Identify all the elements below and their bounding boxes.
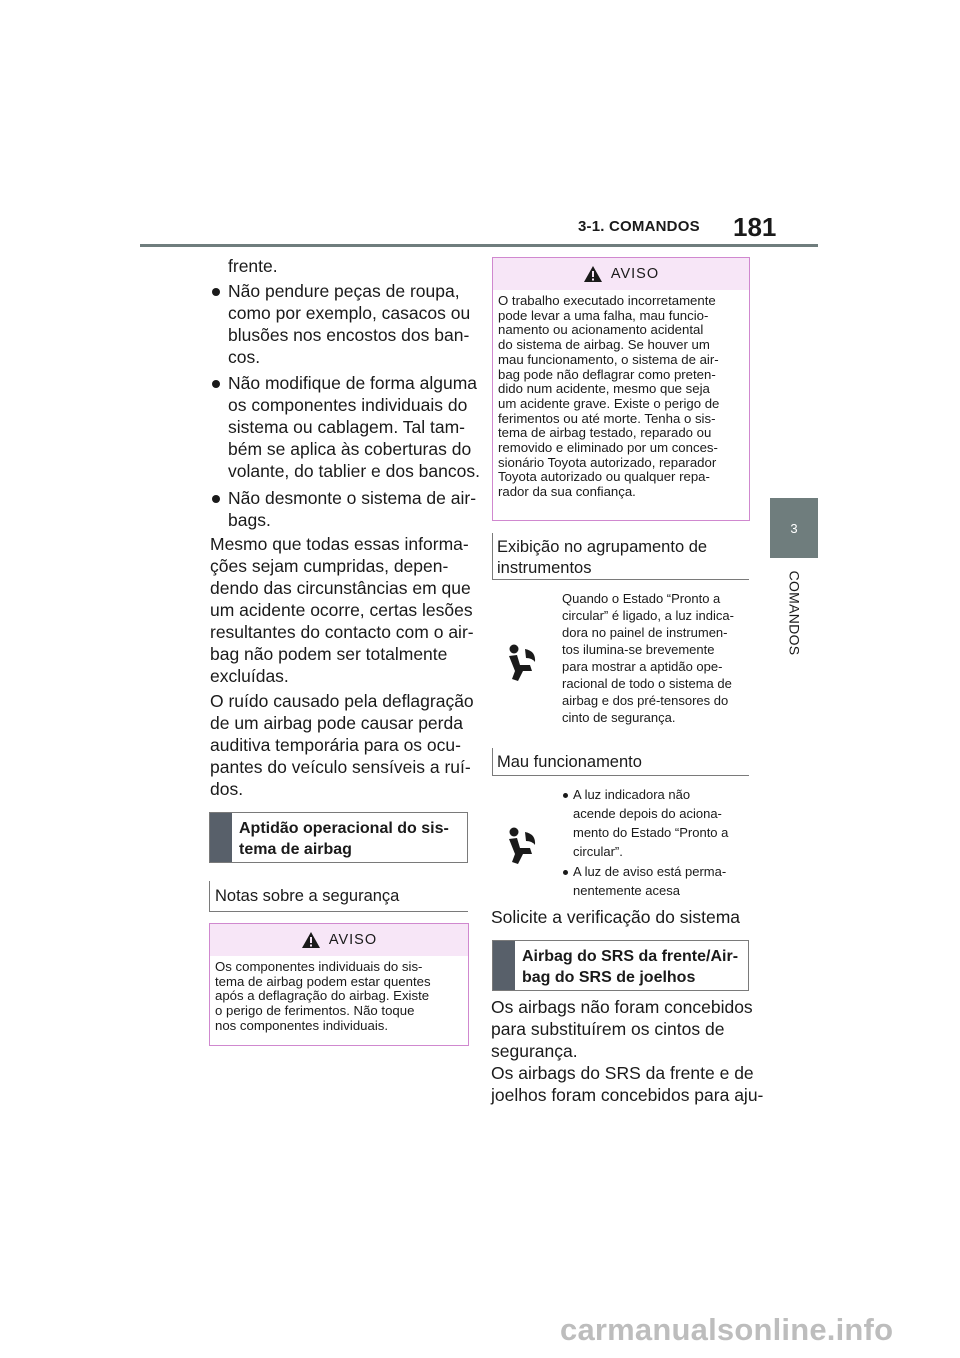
warning-line: ferimentos ou até morte. Tenha o sis- [498, 410, 716, 426]
paragraph-line: segurança. [491, 1041, 578, 1061]
bullet-line: acende depois do aciona- [573, 806, 722, 821]
chapter-tab-number: 3 [770, 498, 818, 558]
bullet-item [573, 785, 728, 861]
heading-line: Airbag do SRS da frente/Air- [522, 948, 739, 965]
bullet-line: volante, do tablier e dos bancos. [228, 461, 480, 481]
section-heading-bar [210, 813, 232, 862]
bullet-dot [563, 793, 568, 798]
subheading-rule [209, 911, 468, 912]
paragraph-line: pantes do veículo sensíveis a ruí- [210, 757, 471, 777]
header-rule [140, 244, 818, 247]
bullet-line: bém se aplica às coberturas do [228, 439, 472, 459]
bullet-line: Não pendure peças de roupa, [228, 281, 460, 301]
indicator-line: circular” é ligado, a luz indica- [562, 608, 734, 623]
warning-header [210, 924, 468, 956]
paragraph-line: Os airbags do SRS da frente e de [491, 1063, 754, 1083]
subheading-line: instrumentos [497, 559, 592, 577]
subheading [497, 537, 707, 579]
subheading-bar [492, 748, 493, 776]
airbag-warning-icon [506, 643, 540, 683]
bullet-item [228, 372, 480, 482]
paragraph-line: dendo das circunstâncias em que [210, 578, 471, 598]
warning-line: nos componentes individuais. [215, 1017, 389, 1033]
warning-text [210, 956, 468, 1034]
paragraph [210, 533, 474, 687]
bullet-line: circular”. [573, 844, 623, 859]
bullet-item [228, 280, 470, 368]
subheading: Notas sobre a segurança [215, 887, 400, 905]
indicator-line: tos ilumina-se brevemente [562, 642, 715, 657]
paragraph-line: joelhos foram concebidos para aju- [491, 1085, 764, 1105]
paragraph-line: excluídas. [210, 666, 289, 686]
section-heading-text [515, 941, 746, 990]
bullet-line: Não desmonte o sistema de air- [228, 488, 477, 508]
indicator-line: dora no painel de instrumen- [562, 625, 728, 640]
warning-line: removido e eliminado por um conces- [498, 440, 718, 456]
bullet-line: cos. [228, 347, 261, 367]
bullet-dot [212, 380, 220, 388]
warning-line: tema de airbag podem estar quentes [215, 973, 431, 989]
warning-line: dido num acidente, mesmo que seja [498, 381, 710, 397]
warning-triangle-icon [583, 265, 603, 283]
subheading-rule [492, 775, 749, 776]
bullet-line: nentemente acesa [573, 883, 680, 898]
paragraph-line: um acidente ocorre, certas lesões [210, 600, 473, 620]
continued-text: frente. [228, 256, 278, 276]
warning-line: rador da sua confiança. [498, 484, 636, 500]
paragraph-line: Os airbags não foram concebidos [491, 997, 753, 1017]
warning-line: Toyota autorizado ou qualquer repa- [498, 469, 710, 485]
paragraph-line: O ruído causado pela deflagração [210, 691, 474, 711]
warning-line: O trabalho executado incorretamente [498, 293, 716, 308]
paragraph [491, 996, 763, 1106]
section-heading [209, 812, 468, 863]
indicator-line: airbag e dos pré-tensores do [562, 693, 729, 708]
heading-line: Aptidão operacional do sis- [239, 820, 449, 837]
subheading-rule [492, 579, 749, 580]
paragraph-line: ções sejam cumpridas, depen- [210, 556, 449, 576]
paragraph-line: para substituírem os cintos de [491, 1019, 725, 1039]
paragraph-line: resultantes do contacto com o air- [210, 622, 474, 642]
indicator-line: para mostrar a aptidão ope- [562, 659, 723, 674]
indicator-line: Quando o Estado “Pronto a [562, 591, 721, 606]
paragraph-line: dos. [210, 779, 244, 799]
paragraph-line: auditiva temporária para os ocu- [210, 735, 461, 755]
section-heading-bar [493, 941, 515, 990]
heading-line: bag do SRS de joelhos [522, 969, 696, 986]
bullet-item [573, 862, 726, 900]
warning-text [493, 290, 749, 500]
check-instruction: Solicite a verificação do sistema [491, 907, 740, 927]
warning-title: AVISO [328, 932, 378, 948]
page-number: 181 [733, 212, 777, 242]
section-label: 3-1. COMANDOS [578, 218, 700, 235]
bullet-line: A luz de aviso está perma- [573, 864, 727, 879]
warning-line: um acidente grave. Existe o perigo de [498, 395, 720, 411]
airbag-warning-icon [506, 826, 540, 866]
warning-line: Os componentes individuais do sis- [215, 959, 423, 974]
bullet-line: blusões nos encostos dos ban- [228, 325, 470, 345]
bullet-dot [212, 288, 220, 296]
paragraph [210, 690, 474, 800]
section-heading-text [232, 813, 457, 862]
subheading: Mau funcionamento [497, 753, 642, 771]
indicator-description [562, 590, 734, 726]
warning-line: bag pode não deflagrar como preten- [498, 366, 716, 382]
bullet-line: sistema ou cablagem. Tal tam- [228, 417, 466, 437]
warning-line: pode levar a uma falha, mau funcio- [498, 307, 709, 323]
bullet-line: bags. [228, 510, 271, 530]
indicator-line: racional de todo o sistema de [562, 676, 732, 691]
warning-header [493, 258, 749, 290]
warning-title: AVISO [610, 266, 660, 282]
warning-box [492, 257, 750, 521]
warning-line: mau funcionamento, o sistema de air- [498, 351, 719, 367]
bullet-line: A luz indicadora não [573, 787, 691, 802]
warning-box [209, 923, 469, 1046]
heading-line: tema de airbag [239, 841, 352, 858]
warning-line: o perigo de ferimentos. Não toque [215, 1003, 415, 1019]
chapter-tab-label [770, 566, 818, 660]
paragraph-line: de um airbag pode causar perda [210, 713, 463, 733]
warning-line: sionário Toyota autorizado, reparador [498, 454, 717, 470]
bullet-dot [563, 870, 568, 875]
paragraph-line: bag não podem ser totalmente [210, 644, 448, 664]
indicator-line: cinto de segurança. [562, 710, 676, 725]
warning-line: namento ou acionamento acidental [498, 322, 704, 338]
warning-triangle-icon [301, 931, 321, 949]
bullet-line: como por exemplo, casacos ou [228, 303, 471, 323]
bullet-line: os componentes individuais do [228, 395, 468, 415]
subheading-line: Exibição no agrupamento de [497, 538, 708, 556]
chapter-tab-label-text: COMANDOS [786, 570, 803, 656]
bullet-line: Não modifique de forma alguma [228, 373, 478, 393]
subheading-bar [209, 881, 210, 912]
warning-line: do sistema de airbag. Se houver um [498, 337, 710, 353]
warning-line: tema de airbag testado, reparado ou [498, 425, 712, 441]
watermark: carmanualsonline.info [560, 1312, 894, 1347]
warning-line: após a deflagração do airbag. Existe [215, 988, 430, 1004]
bullet-item [228, 487, 476, 531]
section-heading [492, 940, 749, 991]
bullet-line: mento do Estado “Pronto a [573, 825, 729, 840]
subheading-bar [492, 533, 493, 580]
paragraph-line: Mesmo que todas essas informa- [210, 534, 469, 554]
bullet-dot [212, 495, 220, 503]
